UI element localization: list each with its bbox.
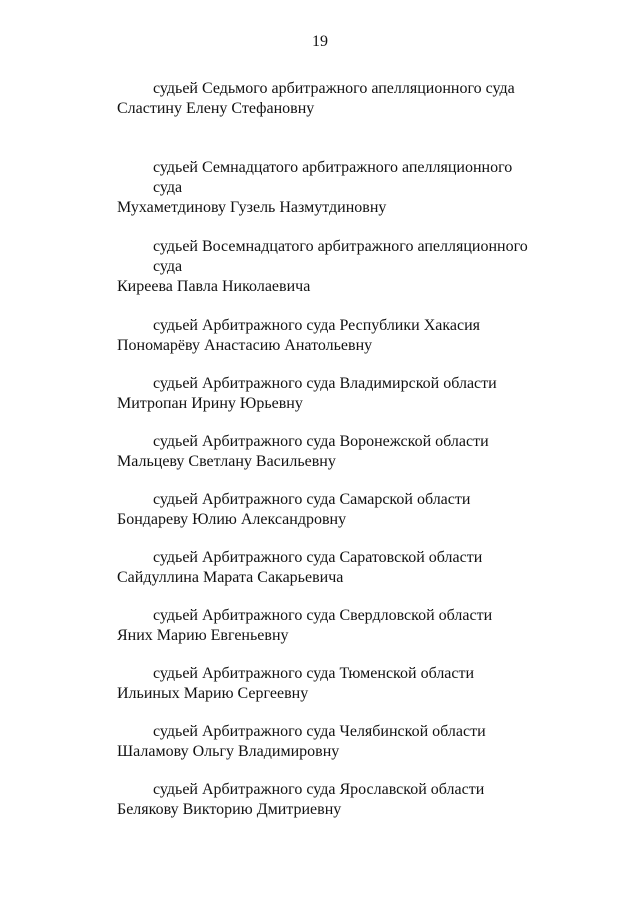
judge-name: Мальцеву Светлану Васильевну <box>117 453 336 470</box>
judge-name: Ильиных Марию Сергеевну <box>117 685 309 702</box>
court-position: судьей Арбитражного суда Ярославской области <box>153 781 485 798</box>
court-position: судьей Арбитражного суда Республики Хакасия <box>153 317 481 334</box>
court-position: судьей Восемнадцатого арбитражного апелляционного суда <box>153 238 528 275</box>
court-position: судьей Семнадцатого арбитражного апелляционного суда <box>153 159 513 196</box>
appointment-entry <box>0 158 640 237</box>
court-position: судьей Арбитражного суда Воронежской области <box>153 433 489 450</box>
appointment-entry <box>0 374 640 432</box>
judge-name: Митропан Ирину Юрьевну <box>117 395 303 412</box>
judge-name: Мухаметдинову Гузель Назмутдиновну <box>117 199 387 216</box>
appointment-entry <box>0 490 640 548</box>
appointment-entry <box>0 79 640 158</box>
judge-name: Яних Марию Евгеньевну <box>117 627 289 644</box>
appointment-entry <box>0 606 640 664</box>
judge-name: Белякову Викторию Дмитриевну <box>117 801 342 818</box>
court-position: судьей Арбитражного суда Челябинской области <box>153 723 486 740</box>
judge-name: Сайдуллина Марата Сакарьевича <box>117 569 344 586</box>
page-number: 19 <box>312 33 328 50</box>
appointment-list <box>0 79 640 838</box>
court-position: судьей Арбитражного суда Саратовской области <box>153 549 483 566</box>
appointment-entry <box>0 722 640 780</box>
court-position: судьей Арбитражного суда Самарской области <box>153 491 471 508</box>
court-position: судьей Арбитражного суда Владимирской области <box>153 375 497 392</box>
court-position: судьей Арбитражного суда Свердловской области <box>153 607 493 624</box>
appointment-entry <box>0 548 640 606</box>
court-position: судьей Арбитражного суда Тюменской области <box>153 665 475 682</box>
judge-name: Шаламову Ольгу Владимировну <box>117 743 340 760</box>
judge-name: Пономарёву Анастасию Анатольевну <box>117 337 373 354</box>
appointment-entry <box>0 237 640 316</box>
judge-name: Киреева Павла Николаевича <box>117 278 311 295</box>
appointment-entry <box>0 316 640 374</box>
judge-name: Бондареву Юлию Александровну <box>117 511 347 528</box>
judge-name: Сластину Елену Стефановну <box>117 100 315 117</box>
appointment-entry <box>0 432 640 490</box>
court-position: судьей Седьмого арбитражного апелляционного суда <box>153 80 515 97</box>
appointment-entry <box>0 664 640 722</box>
appointment-entry <box>0 780 640 838</box>
